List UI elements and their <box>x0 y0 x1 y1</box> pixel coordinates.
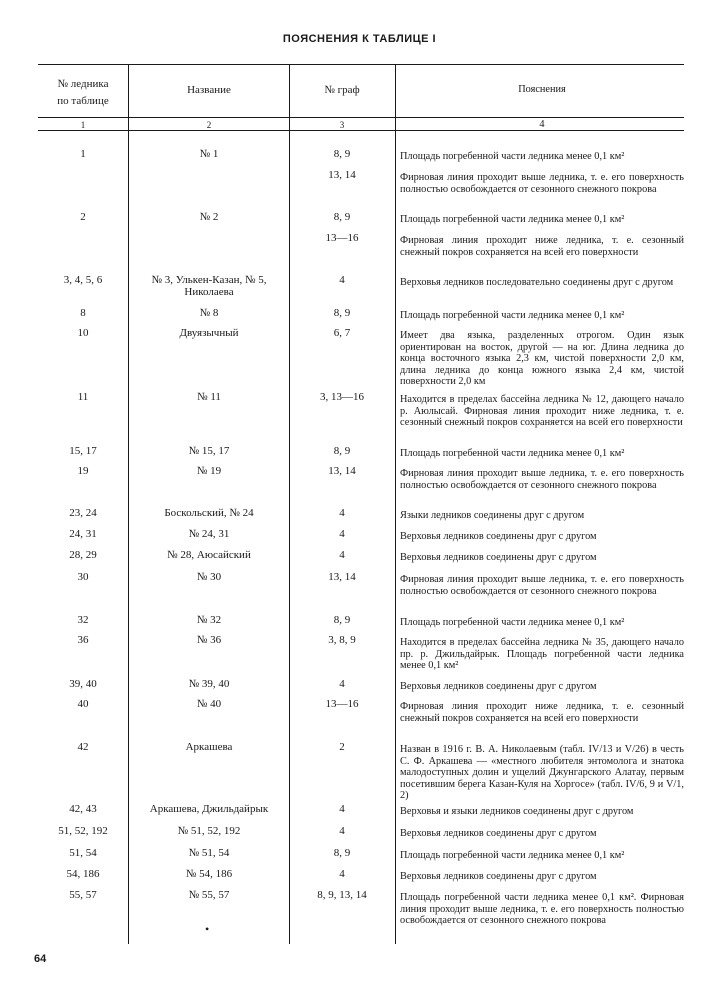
column-ref-cell: 4 <box>339 549 345 561</box>
glacier-name-cell: Аркашева <box>185 741 233 753</box>
glacier-name-cell: Двуязычный <box>179 327 239 339</box>
glacier-number-cell: 54, 186 <box>66 868 100 880</box>
glacier-name-cell: Боскольский, № 24 <box>164 507 254 519</box>
note-cell: Площадь погребенной части ледника менее 0,1 км² <box>400 850 625 861</box>
glacier-number-cell: 28, 29 <box>69 549 97 561</box>
glacier-number-cell: 30 <box>77 571 89 583</box>
header-columns: № граф <box>324 84 360 96</box>
glacier-number-cell: 55, 57 <box>69 889 97 901</box>
glacier-name-cell: № 55, 57 <box>188 889 230 901</box>
glacier-name-cell: № 19 <box>196 465 222 477</box>
column-ref-cell: 4 <box>339 825 345 837</box>
column-ref-cell: 13, 14 <box>328 465 356 477</box>
column-ref-cell: 4 <box>339 803 345 815</box>
note-cell: Фирновая линия проходит ниже ледника, т. е. сезонный снежный покров сохраняется на всей его поверхности <box>400 701 684 724</box>
glacier-number-cell: 51, 52, 192 <box>58 825 108 837</box>
note-cell: Площадь погребенной части ледника менее 0,1 км². Фирновая линия проходит выше ледника, т. е. его поверхность полностью освобождается от сезонного снежного покрова <box>400 892 684 927</box>
glacier-name-cell: № 8 <box>199 307 219 319</box>
column-ref-cell: 8, 9 <box>333 445 351 457</box>
note-cell: Фирновая линия проходит ниже ледника, т. е. сезонный снежный покров сохраняется на всей его поверхности <box>400 235 684 258</box>
header-name: Название <box>187 84 231 96</box>
note-cell: Верховья ледников последовательно соединены друг с другом <box>400 277 674 288</box>
note-cell: Верховья ледников соединены друг с другом <box>400 552 597 563</box>
page-number: 64 <box>34 953 47 965</box>
glacier-name-cell: № 54, 186 <box>185 868 233 880</box>
column-divider-1 <box>128 64 129 944</box>
note-cell: Фирновая линия проходит выше ледника, т. е. его поверхность полностью освобождается от сезонного снежного покрова <box>400 468 684 491</box>
note-cell: Языки ледников соединены друг с другом <box>400 510 585 521</box>
column-ref-cell: 13—16 <box>325 698 359 710</box>
note-cell: Верховья ледников соединены друг с другом <box>400 681 597 692</box>
note-cell: Верховья ледников соединены друг с другом <box>400 828 597 839</box>
note-cell: Имеет два языка, разделенных отрогом. Один язык ориентирован на восток, другой — на юг. Длина ледника до конца восточного языка 2,3 км, чистой поверхности 2,0 км, длина ледника до конца южного языка 2,4 км, чистой поверхности 2,0 км <box>400 330 684 388</box>
glacier-name-cell: № 1 <box>199 148 219 160</box>
column-ref-cell: 4 <box>339 507 345 519</box>
column-ref-cell: 13—16 <box>325 232 359 244</box>
column-ref-cell: 4 <box>339 528 345 540</box>
note-cell: Фирновая линия проходит выше ледника, т. е. его поверхность полностью освобождается от сезонного снежного покрова <box>400 172 684 195</box>
note-cell: Площадь погребенной части ледника менее 0,1 км² <box>400 448 625 459</box>
glacier-number-cell: 2 <box>80 211 86 223</box>
column-divider-3 <box>395 64 396 944</box>
column-ref-cell: 13, 14 <box>328 571 356 583</box>
note-cell: Находится в пределах бассейна ледника № 12, дающего начало р. Аюлысай. Фирновая линия проходит ниже ледника, т. е. сезонный снежный покров сохраняется на всей его поверхности <box>400 394 684 429</box>
column-ref-cell: 8, 9 <box>333 614 351 626</box>
column-ref-cell: 8, 9 <box>333 307 351 319</box>
note-cell: Верховья и языки ледников соединены друг с другом <box>400 806 634 817</box>
column-ref-cell: 6, 7 <box>333 327 351 339</box>
header-glacier-number <box>38 78 128 107</box>
column-number-1: 1 <box>80 120 86 130</box>
glacier-number-cell: 51, 54 <box>69 847 97 859</box>
header-notes: Пояснения <box>518 84 566 95</box>
table-top-rule <box>38 64 684 65</box>
glacier-name-cell: № 2 <box>199 211 219 223</box>
glacier-number-cell: 19 <box>77 465 89 477</box>
column-ref-cell: 8, 9 <box>333 211 351 223</box>
glacier-name-cell: № 32 <box>196 614 222 626</box>
column-ref-cell: 4 <box>339 868 345 880</box>
glacier-number-cell: 39, 40 <box>69 678 97 690</box>
glacier-number-cell: 42 <box>77 741 89 753</box>
glacier-number-cell: 10 <box>77 327 89 339</box>
glacier-name-cell: № 11 <box>197 391 221 403</box>
glacier-name-cell: № 36 <box>196 634 222 646</box>
header-rule <box>38 117 684 118</box>
glacier-name-cell: № 30 <box>196 571 222 583</box>
note-cell: Площадь погребенной части ледника менее 0,1 км² <box>400 214 625 225</box>
glacier-number-cell: 24, 31 <box>69 528 97 540</box>
column-ref-cell: 3, 8, 9 <box>328 634 356 646</box>
note-cell: Верховья ледников соединены друг с другом <box>400 871 597 882</box>
header-glacier-number-line2: по таблице <box>57 95 109 107</box>
ink-dot: • <box>205 922 210 936</box>
note-cell: Площадь погребенной части ледника менее 0,1 км² <box>400 151 625 162</box>
note-cell: Верховья ледников соединены друг с другом <box>400 531 597 542</box>
glacier-name-cell: № 40 <box>196 698 222 710</box>
glacier-name-cell: № 39, 40 <box>188 678 230 690</box>
column-ref-cell: 8, 9, 13, 14 <box>317 889 367 901</box>
column-number-3: 3 <box>339 120 345 130</box>
glacier-number-cell: 11 <box>77 391 89 403</box>
glacier-number-cell: 36 <box>77 634 89 646</box>
column-ref-cell: 8, 9 <box>333 148 351 160</box>
column-number-2: 2 <box>206 120 212 130</box>
column-ref-cell: 2 <box>339 741 345 753</box>
glacier-name-cell: № 51, 52, 192 <box>177 825 241 837</box>
glacier-number-cell: 23, 24 <box>69 507 97 519</box>
note-cell: Площадь погребенной части ледника менее 0,1 км² <box>400 310 625 321</box>
column-number-4: 4 <box>539 119 545 130</box>
header-glacier-number-line1: № ледника <box>57 78 109 90</box>
glacier-number-cell: 42, 43 <box>69 803 97 815</box>
note-cell: Фирновая линия проходит выше ледника, т. е. его поверхность полностью освобождается от сезонного снежного покрова <box>400 574 684 597</box>
glacier-number-cell: 8 <box>80 307 86 319</box>
glacier-number-cell: 3, 4, 5, 6 <box>63 274 103 286</box>
glacier-number-cell: 15, 17 <box>69 445 97 457</box>
note-cell: Площадь погребенной части ледника менее 0,1 км² <box>400 617 625 628</box>
glacier-name-cell: Аркашева, Джильдайрык <box>149 803 269 815</box>
note-cell: Находится в пределах бассейна ледника № 35, дающего начало пр. р. Джильдайрык. Площадь погребенной части ледника менее 0,1 км² <box>400 637 684 672</box>
column-ref-cell: 4 <box>339 678 345 690</box>
glacier-name-cell: № 28, Аюсайский <box>167 549 251 561</box>
column-ref-cell: 8, 9 <box>333 847 351 859</box>
glacier-name-cell: № 24, 31 <box>188 528 230 540</box>
glacier-number-cell: 40 <box>77 698 89 710</box>
note-cell: Назван в 1916 г. В. А. Николаевым (табл. IV/13 и V/26) в честь С. Ф. Аркашева — «местного любителя энтомолога и знатока малодоступных долин и ущелий Джунгарского Алатау, первым посетившим берега Казан-Куля на Хоргосе» (табл. IV/6, 9 и V/1, 2) <box>400 744 684 802</box>
page-title: ПОЯСНЕНИЯ К ТАБЛИЦЕ I <box>282 33 437 45</box>
glacier-number-cell: 32 <box>77 614 89 626</box>
glacier-name-cell: № 3, Улькен-Казан, № 5, Николаева <box>151 274 267 298</box>
column-ref-cell: 3, 13—16 <box>320 391 364 403</box>
glacier-number-cell: 1 <box>80 148 86 160</box>
glacier-name-cell: № 15, 17 <box>188 445 230 457</box>
column-ref-cell: 4 <box>339 274 345 286</box>
glacier-name-cell: № 51, 54 <box>188 847 230 859</box>
column-ref-cell: 13, 14 <box>328 169 356 181</box>
